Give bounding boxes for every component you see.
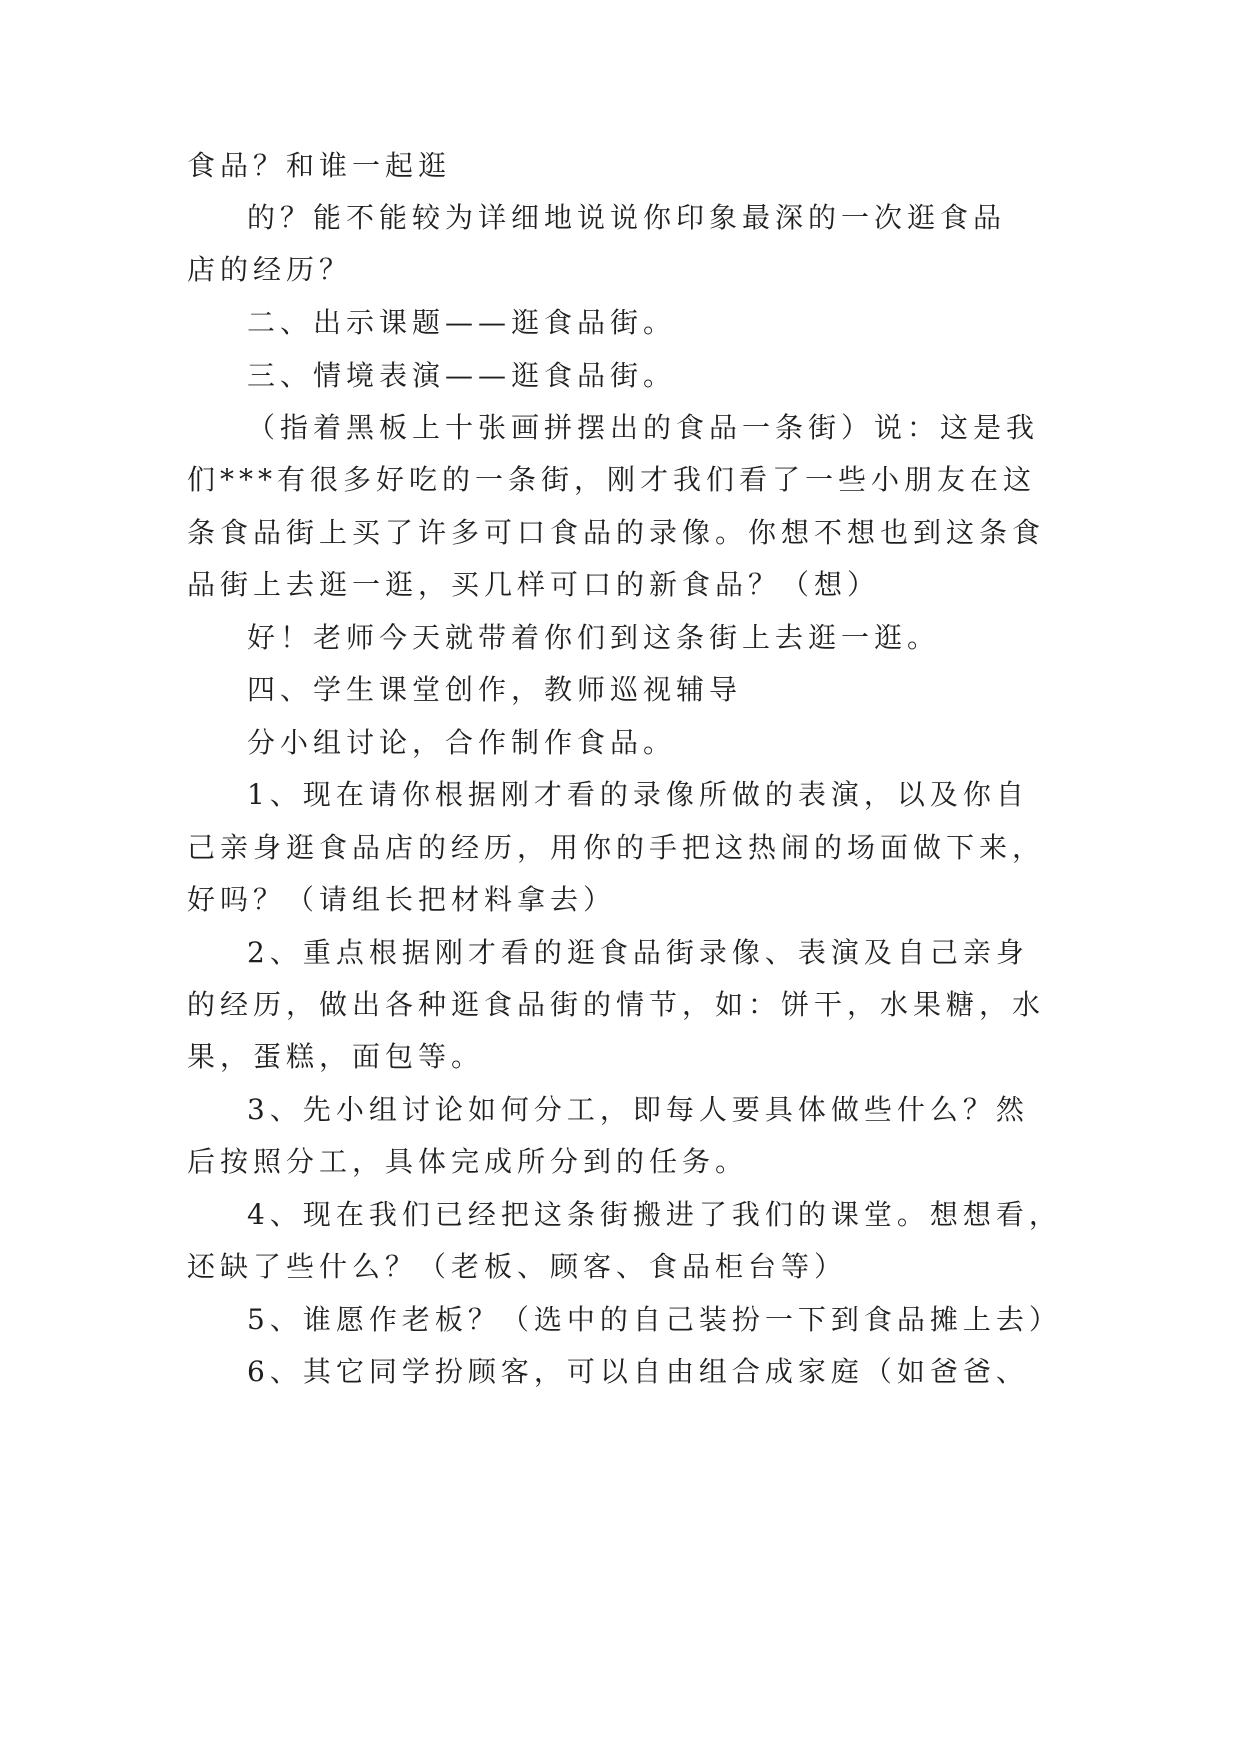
list-item: 1、现在请你根据刚才看的录像所做的表演，以及你自 <box>247 778 1029 811</box>
list-item: 6、其它同学扮顾客，可以自由组合成家庭（如爸爸、 <box>247 1355 1029 1388</box>
list-item: 5、谁愿作老板？（选中的自己装扮一下到食品摊上去） <box>247 1303 1062 1336</box>
section-heading: 四、学生课堂创作，教师巡视辅导 <box>247 673 743 706</box>
list-item: 4、现在我们已经把这条街搬进了我们的课堂。想想看， <box>247 1198 1062 1231</box>
section-heading: 三、情境表演——逛食品街。 <box>247 359 677 392</box>
text-line: （指着黑板上十张画拼摆出的食品一条街）说：这是我 <box>247 411 1040 444</box>
text-line: 分小组讨论，合作制作食品。 <box>247 726 677 759</box>
list-item: 2、重点根据刚才看的逛食品街录像、表演及自己亲身 <box>247 936 1029 969</box>
list-item: 3、先小组讨论如何分工，即每人要具体做些什么？然 <box>247 1093 1029 1126</box>
text-line: 品街上去逛一逛，买几样可口的新食品？（想） <box>187 568 881 601</box>
text-line: 好吗？（请组长把材料拿去） <box>187 883 617 916</box>
text-line: 条食品街上买了许多可口食品的录像。你想不想也到这条食 <box>187 516 1046 549</box>
section-heading: 二、出示课题——逛食品街。 <box>247 306 677 339</box>
text-line: 好！老师今天就带着你们到这条街上去逛一逛。 <box>247 621 941 654</box>
text-line: 还缺了些什么？（老板、顾客、食品柜台等） <box>187 1250 848 1283</box>
text-line: 后按照分工，具体完成所分到的任务。 <box>187 1145 749 1178</box>
text-line: 果，蛋糕，面包等。 <box>187 1040 485 1073</box>
text-line: 店的经历？ <box>187 253 353 286</box>
text-line: 们***有很多好吃的一条街，刚才我们看了一些小朋友在这 <box>187 463 1037 496</box>
text-line: 的？能不能较为详细地说说你印象最深的一次逛食品 <box>247 201 1007 234</box>
text-line: 食品？和谁一起逛 <box>187 149 452 182</box>
text-line: 的经历，做出各种逛食品街的情节，如：饼干，水果糖，水 <box>187 988 1046 1021</box>
text-line: 己亲身逛食品店的经历，用你的手把这热闹的场面做下来， <box>187 831 1046 864</box>
